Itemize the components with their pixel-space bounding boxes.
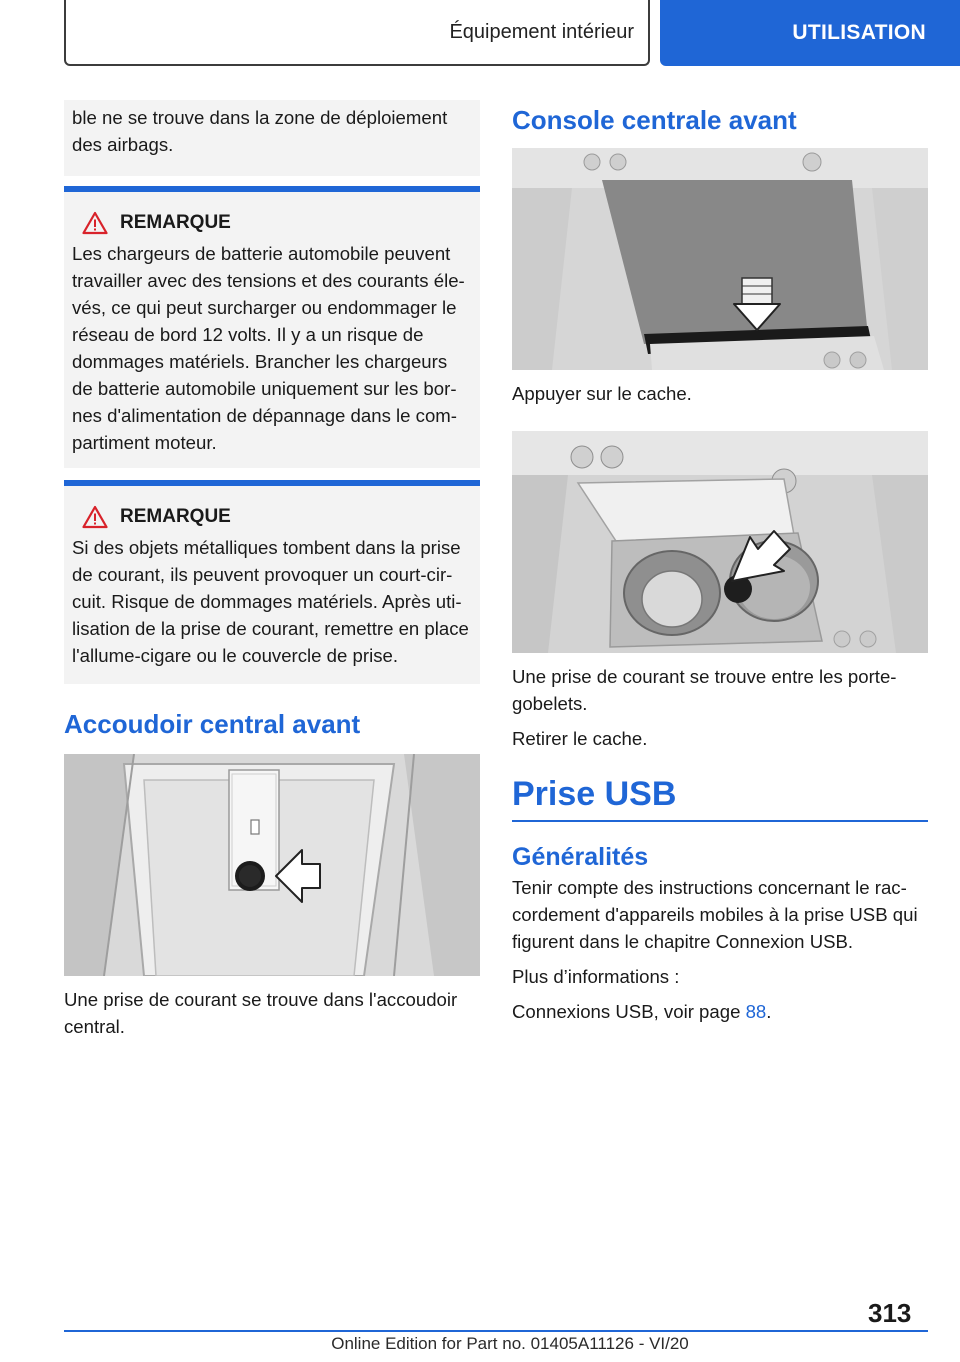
note-title: REMARQUE <box>120 212 231 233</box>
page-link[interactable]: 88 <box>745 1001 767 1022</box>
note-box <box>64 480 480 684</box>
note-header <box>72 504 472 530</box>
armrest-photo <box>64 754 480 976</box>
console-cover-photo <box>512 148 928 370</box>
page-header <box>0 0 960 66</box>
section-title: Équipement intérieur <box>449 20 634 43</box>
chapter-heading: Prise USB <box>512 774 928 822</box>
cupholder-photo <box>512 431 928 653</box>
more-info-label: Plus d’informations : <box>512 966 680 987</box>
cupholder-caption: Une prise de courant se trouve entre les porte-gobelets. <box>512 666 897 714</box>
note-box <box>64 186 480 468</box>
page-reference <box>512 998 928 1025</box>
section-heading: Accoudoir central avant <box>64 709 361 739</box>
section-heading: Console centrale avant <box>512 105 797 135</box>
edition-text: Online Edition for Part no. 01405A11126 - VI/20 <box>331 1334 689 1353</box>
left-column <box>64 100 480 1040</box>
note-text: Si des objets métalliques tombent dans la prise de courant, ils peuvent provoquer un court-circuit. Risque de dommages matériels. Après utilisation de la prise de courant, remettre en place l'allume-cigare ou le couvercle de prise. <box>72 537 469 666</box>
intro-text: ble ne se trouve dans la zone de déploiement des airbags. <box>72 107 448 155</box>
note-text: Les chargeurs de batterie automobile peuvent travailler avec des tensions et des courants élevés, ce qui peut surcharger ou endommager le réseau de bord 12 volts. Il y a un risque de dommages matériels. Brancher les chargeurs de batterie automobile uniquement sur les bornes d'alimentation de dépannage dans le compartiment moteur. <box>72 243 465 453</box>
right-column <box>512 100 928 1025</box>
armrest-caption: Une prise de courant se trouve dans l'accoudoir central. <box>64 989 458 1037</box>
footer-divider <box>64 1330 928 1332</box>
chapter-tab <box>660 0 960 66</box>
sub-heading: Généralités <box>512 843 649 871</box>
intro-box <box>64 100 480 176</box>
page-number: 313 <box>868 1298 912 1328</box>
note-title: REMARQUE <box>120 506 231 527</box>
reference-suffix: . <box>766 1001 772 1022</box>
warning-icon <box>82 505 108 529</box>
usb-text: Tenir compte des instructions concernant le raccordement d'appareils mobiles à la prise USB qui figurent dans le chapitre Connexion USB. <box>512 877 918 952</box>
note-header <box>72 210 472 236</box>
console-caption: Appuyer sur le cache. <box>512 383 692 404</box>
reference-text: Connexions USB, voir page <box>512 1001 746 1022</box>
remove-cover-text: Retirer le cache. <box>512 728 648 749</box>
warning-icon <box>82 211 108 235</box>
section-tab <box>64 0 650 66</box>
chapter-title: UTILISATION <box>792 21 926 44</box>
